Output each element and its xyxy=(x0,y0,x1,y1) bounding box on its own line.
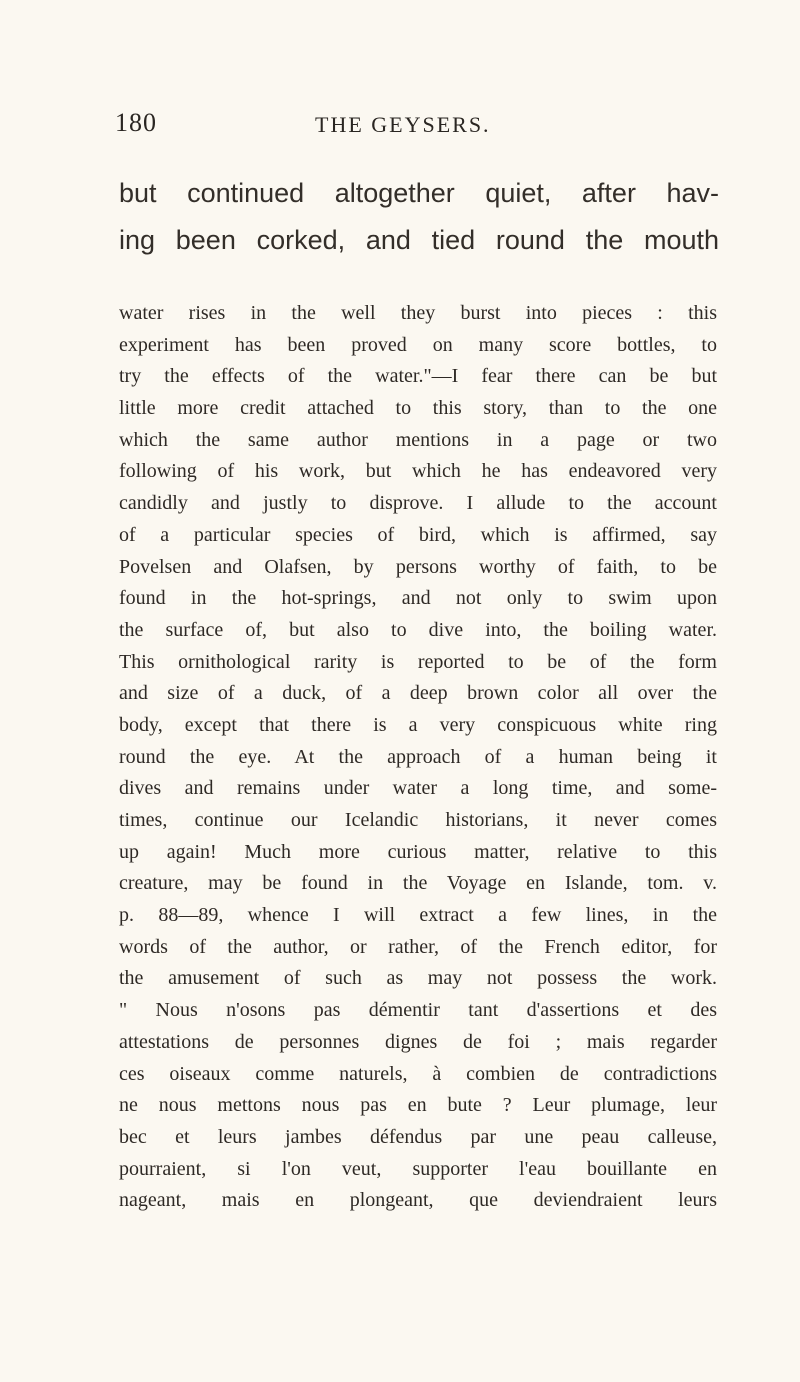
page-number: 180 xyxy=(115,108,157,137)
notice-line: ing been corked, and tied round the mouth xyxy=(119,225,719,255)
text-line: of a particular species of bird, which is affirmed, say xyxy=(119,523,717,546)
text-line: little more credit attached to this story, than to the one xyxy=(119,397,717,420)
text-line: candidly and justly to disprove. I allude to the account xyxy=(119,492,717,515)
text-line: Povelsen and Olafsen, by persons worthy of faith, to be xyxy=(119,555,717,578)
text-line: body, except that there is a very conspicuous white ring xyxy=(119,713,717,736)
text-line: ces oiseaux comme naturels, à combien de contradictions xyxy=(119,1062,717,1085)
notice-line: but continued altogether quiet, after hav- xyxy=(119,178,719,208)
body-text xyxy=(119,298,717,1217)
text-line: the surface of, but also to dive into, the boiling water. xyxy=(119,618,717,641)
text-line: times, continue our Icelandic historians, it never comes xyxy=(119,809,717,831)
text-line: attestations de personnes dignes de foi ; mais regarder xyxy=(119,1030,717,1053)
text-line: try the effects of the water."—I fear there can be but xyxy=(119,365,717,388)
text-line: words of the author, or rather, of the French editor, for xyxy=(119,935,717,958)
text-line: This ornithological rarity is reported to be of the form xyxy=(119,650,717,673)
text-line: " Nous n'osons pas démentir tant d'assertions et des xyxy=(119,999,717,1022)
text-line: up again! Much more curious matter, relative to this xyxy=(119,840,717,863)
pasted-notice xyxy=(119,170,719,264)
text-line: ne nous mettons nous pas en bute ? Leur plumage, leur xyxy=(119,1094,717,1117)
text-line: creature, may be found in the Voyage en Islande, tom. v. xyxy=(119,872,717,895)
text-line: which the same author mentions in a page or two xyxy=(119,428,717,451)
text-line: nageant, mais en plongeant, que deviendraient leurs xyxy=(119,1189,717,1212)
text-line: following of his work, but which he has endeavored very xyxy=(119,460,717,483)
text-line: and size of a duck, of a deep brown color all over the xyxy=(119,682,717,705)
text-line: the amusement of such as may not possess the work. xyxy=(119,967,717,990)
text-line: experiment has been proved on many score bottles, to xyxy=(119,333,717,356)
page-header xyxy=(115,108,715,148)
text-line: found in the hot-springs, and not only to swim upon xyxy=(119,587,717,610)
text-line: p. 88—89, whence I will extract a few lines, in the xyxy=(119,904,717,927)
text-line: bec et leurs jambes défendus par une peau calleuse, xyxy=(119,1125,717,1148)
text-line: dives and remains under water a long time, and some- xyxy=(119,777,717,800)
text-line: round the eye. At the approach of a human being it xyxy=(119,745,717,768)
text-line: water rises in the well they burst into pieces : this xyxy=(119,302,717,324)
text-line: pourraient, si l'on veut, supporter l'eau bouillante en xyxy=(119,1157,717,1180)
running-head: THE GEYSERS. xyxy=(315,112,491,137)
